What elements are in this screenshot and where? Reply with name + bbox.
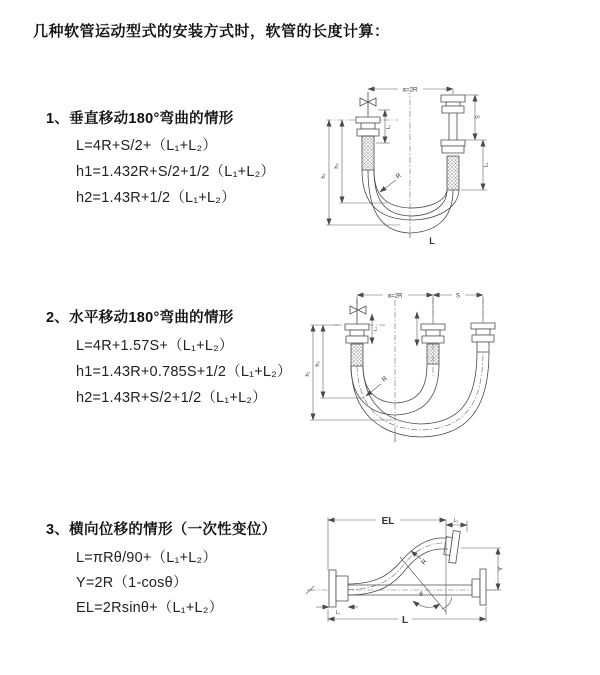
dim-label-s: S <box>475 115 482 119</box>
dim-label-s: S <box>455 292 461 300</box>
braided-hose-section <box>362 136 374 170</box>
dim-label-h1: h₁ <box>305 371 311 377</box>
dim-label-h1: h₁ <box>321 173 327 179</box>
section-2-formula-h2: h2=1.43R+S/2+1/2（L₁+L₂） <box>76 390 267 406</box>
section-3-formula-L: L=πRθ/90+（L₁+L₂） <box>76 550 218 566</box>
left-fitting <box>345 324 369 366</box>
dim-label-length: L <box>429 236 435 246</box>
section-2-heading: 2、水平移动180°弯曲的情形 <box>46 310 234 326</box>
section-1-heading: 1、垂直移动180°弯曲的情形 <box>46 111 234 127</box>
dim-label-length: L <box>401 615 409 626</box>
dim-label-radius: R <box>380 375 389 384</box>
right-flange <box>472 569 486 605</box>
hose-s-curve <box>348 538 448 595</box>
dim-label-y: Y <box>497 566 505 572</box>
right-fitting <box>471 323 495 352</box>
angle-arc <box>413 601 440 607</box>
section-3-heading: 3、横向位移的情形（一次性变位） <box>46 522 277 538</box>
diagram-lateral-displacement <box>300 495 600 673</box>
section-3-formula-EL: EL=2Rsinθ+（L₁+L₂） <box>76 600 224 616</box>
hose-u-bend <box>362 170 459 233</box>
upper-flange <box>443 530 460 563</box>
section-3-formula-Y: Y=2R（1-cosθ） <box>76 575 188 591</box>
dim-label-h2: h₂ <box>315 361 321 367</box>
braided-hose-section <box>447 156 459 190</box>
dim-label-l1: L₁ <box>335 610 341 616</box>
dim-label-h2: h₂ <box>334 163 340 169</box>
centerline-mark <box>306 586 314 594</box>
diagram-horizontal-180-bend <box>305 284 595 464</box>
dim-label-l1: L₁ <box>373 326 379 332</box>
dim-label-angle: θ <box>419 592 423 598</box>
dim-label-l2: L₂ <box>483 162 490 168</box>
section-2-formula-L: L=4R+1.57S+（L₁+L₂） <box>76 338 234 354</box>
dim-label-el: EL <box>381 516 395 527</box>
dim-label-a2r: a=2R <box>402 86 418 94</box>
dim-label-radius: R <box>420 558 429 567</box>
section-1-formula-L: L=4R+S/2+（L₁+L₂） <box>76 138 218 154</box>
dim-label-radius: R <box>394 172 403 181</box>
diagram-vertical-180-bend <box>312 76 502 248</box>
angle-arc-2 <box>442 597 452 609</box>
page-title: 几种软管运动型式的安装方式时，软管的长度计算： <box>33 23 390 40</box>
dim-label-a2r: a=2R <box>387 292 403 300</box>
dim-label-l2: L₂ <box>453 518 459 524</box>
hose-u-bend <box>351 352 489 437</box>
section-1-formula-h2: h2=1.43R+1/2（L₁+L₂） <box>76 190 236 206</box>
right-fitting <box>441 95 465 190</box>
left-flange <box>329 570 348 607</box>
left-fitting <box>356 117 380 170</box>
section-1-formula-h1: h1=1.432R+S/2+1/2（L₁+L₂） <box>76 164 276 180</box>
middle-fitting <box>421 324 445 364</box>
dim-label-l1: L₁ <box>386 124 392 130</box>
section-2-formula-h1: h1=1.43R+0.785S+1/2（L₁+L₂） <box>76 364 292 380</box>
valve-icon <box>350 306 366 314</box>
